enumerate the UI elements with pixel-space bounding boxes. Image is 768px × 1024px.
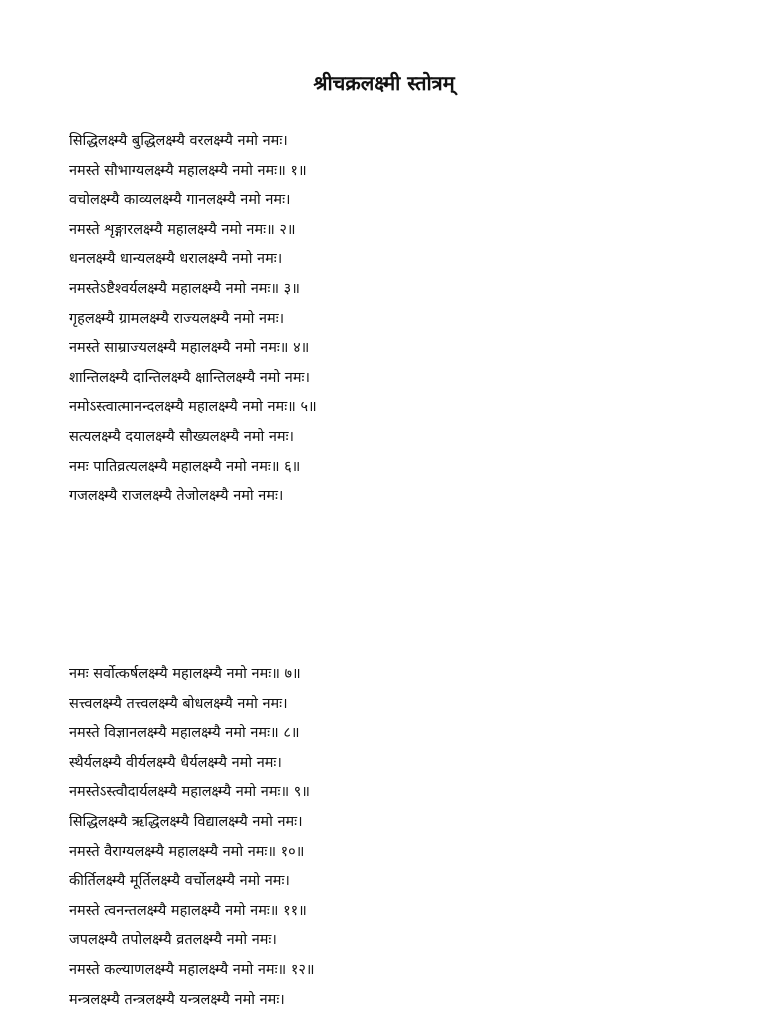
verse-line: नमस्तेऽस्त्वौदार्यलक्ष्म्यै महालक्ष्म्यै नमो नमः॥ ९॥ — [69, 784, 310, 801]
verse-line: वचोलक्ष्म्यै काव्यलक्ष्म्यै गानलक्ष्म्यै नमो नमः। — [69, 192, 291, 209]
verse-line: नमस्ते वैराग्यलक्ष्म्यै महालक्ष्म्यै नमो नमः॥ १०॥ — [69, 843, 305, 860]
verse-line: धनलक्ष्म्यै धान्यलक्ष्म्यै धरालक्ष्म्यै नमो नमः। — [69, 251, 283, 268]
verse-block-2 — [69, 660, 749, 1015]
verse-block-1 — [69, 127, 749, 512]
verse-line: नमः पातिव्रत्यलक्ष्म्यै महालक्ष्म्यै नमो नमः॥ ६॥ — [69, 458, 301, 475]
verse-line: नमस्तेऽष्टैश्वर्यलक्ष्म्यै महालक्ष्म्यै नमो नमः॥ ३॥ — [69, 280, 300, 297]
verse-line: शान्तिलक्ष्म्यै दान्तिलक्ष्म्यै क्षान्तिलक्ष्म्यै नमो नमः। — [69, 369, 310, 386]
verse-line: नमस्ते विज्ञानलक्ष्म्यै महालक्ष्म्यै नमो नमः॥ ८॥ — [69, 725, 300, 742]
verse-line: गृहलक्ष्म्यै ग्रामलक्ष्म्यै राज्यलक्ष्म्यै नमो नमः। — [69, 310, 285, 327]
verse-line: सिद्धिलक्ष्म्यै बुद्धिलक्ष्म्यै वरलक्ष्म्यै नमो नमः। — [69, 133, 288, 149]
verse-line: नमोऽस्त्वात्मानन्दलक्ष्म्यै महालक्ष्म्यै नमो नमः॥ ५॥ — [69, 399, 317, 416]
verse-line: सत्यलक्ष्म्यै दयालक्ष्म्यै सौख्यलक्ष्म्यै नमो नमः। — [69, 428, 295, 445]
verse-line: सिद्धिलक्ष्म्यै ऋद्धिलक्ष्म्यै विद्यालक्ष्म्यै नमो नमः। — [69, 813, 303, 830]
verse-line: नमस्ते शृङ्गारलक्ष्म्यै महालक्ष्म्यै नमो नमः॥ २॥ — [69, 221, 296, 238]
verse-line: स्थैर्यलक्ष्म्यै वीर्यलक्ष्म्यै धैर्यलक्ष्म्यै नमो नमः। — [69, 754, 282, 771]
verse-line: सत्त्वलक्ष्म्यै तत्त्वलक्ष्म्यै बोधलक्ष्म्यै नमो नमः। — [69, 695, 288, 712]
verse-line: नमस्ते साम्राज्यलक्ष्म्यै महालक्ष्म्यै नमो नमः॥ ४॥ — [69, 340, 310, 357]
page-title: श्रीचक्रलक्ष्मी स्तोत्रम् — [313, 71, 455, 95]
verse-line: नमस्ते सौभाग्यलक्ष्म्यै महालक्ष्म्यै नमो नमः॥ १॥ — [69, 162, 307, 179]
verse-line: नमस्ते त्वनन्तलक्ष्म्यै महालक्ष्म्यै नमो नमः॥ ११॥ — [69, 902, 307, 919]
verse-line: गजलक्ष्म्यै राजलक्ष्म्यै तेजोलक्ष्म्यै नमो नमः। — [69, 488, 284, 505]
verse-line: कीर्तिलक्ष्म्यै मूर्तिलक्ष्म्यै वर्चोलक्ष्म्यै नमो नमः। — [69, 873, 290, 890]
verse-line: मन्त्रलक्ष्म्यै तन्त्रलक्ष्म्यै यन्त्रलक्ष्म्यै नमो नमः। — [69, 991, 285, 1008]
verse-line: जपलक्ष्म्यै तपोलक्ष्म्यै व्रतलक्ष्म्यै नमो नमः। — [69, 932, 277, 949]
verse-line: नमस्ते कल्याणलक्ष्म्यै महालक्ष्म्यै नमो नमः॥ १२॥ — [69, 961, 315, 978]
verse-line: नमः सर्वोत्कर्षलक्ष्म्यै महालक्ष्म्यै नमो नमः॥ ७॥ — [69, 666, 301, 682]
